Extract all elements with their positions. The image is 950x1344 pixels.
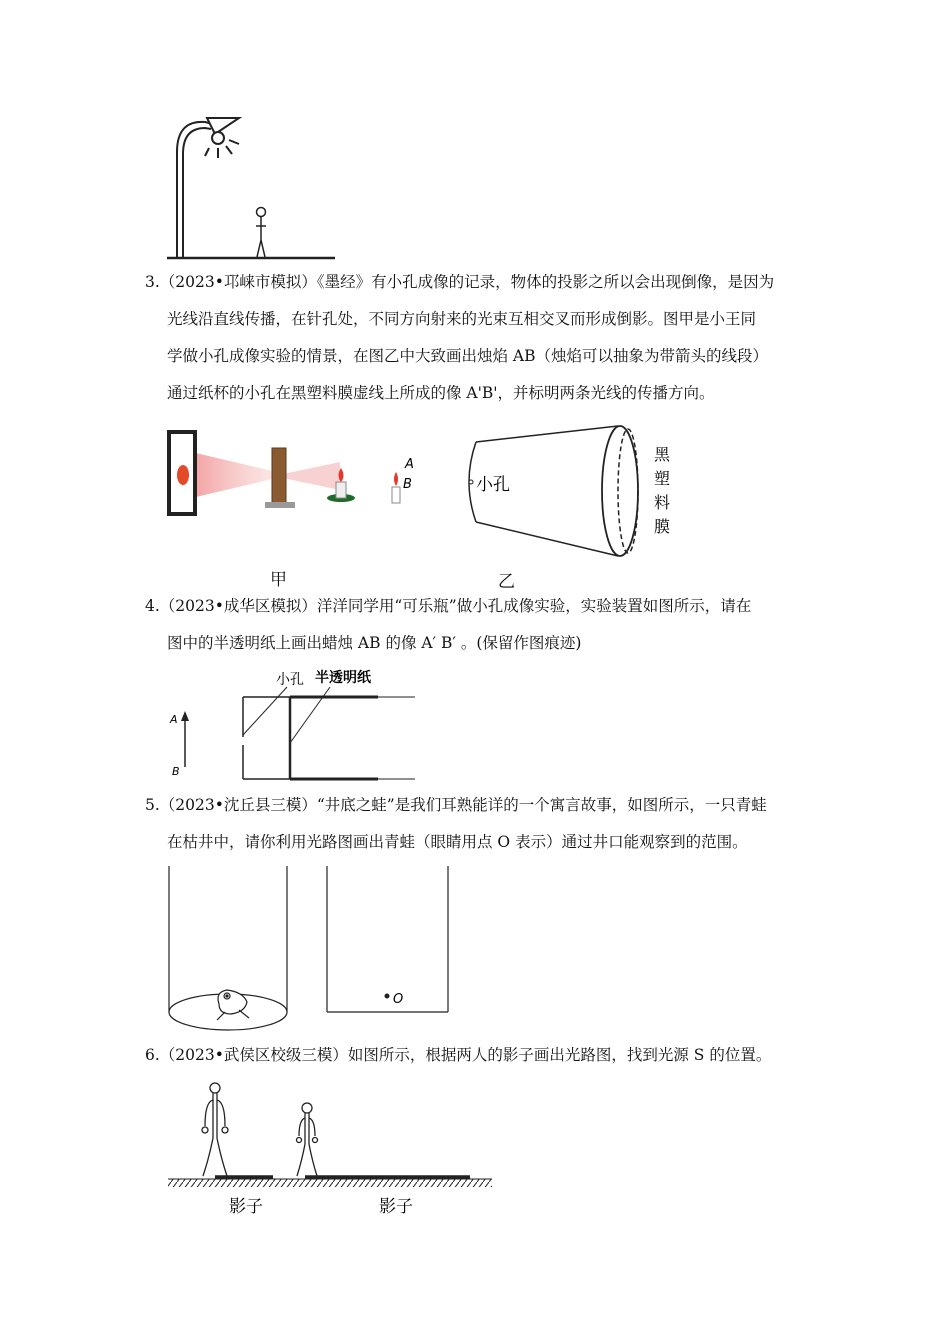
figure-yi-paper-cup xyxy=(462,418,682,563)
question-5-line-1: 5.（2023•沈丘县三模）“井底之蛙”是我们耳熟能详的一个寓言故事，如图所示，一只青蛙 xyxy=(145,796,767,814)
question-4-line-2: 图中的半透明纸上画出蜡烛 AB 的像 A′ B′ 。(保留作图痕迹) xyxy=(167,634,582,652)
film-label-4: 膜 xyxy=(654,517,671,536)
black-film-dashed xyxy=(618,429,638,553)
question-3 xyxy=(145,264,825,412)
film-label-2: 塑 xyxy=(654,469,671,488)
question-4 xyxy=(145,588,825,662)
figure-two-people-shadows xyxy=(165,1078,495,1220)
figure-yi-caption: 乙 xyxy=(498,572,515,592)
question-5-line-2: 在枯井中，请你利用光路图画出青蛙（眼睛用点 O 表示）通过井口能观察到的范围。 xyxy=(167,833,748,851)
pinhole-label: 小孔 xyxy=(276,672,304,688)
figure-frog-in-well xyxy=(165,862,465,1034)
question-6 xyxy=(145,1037,825,1074)
label-a: A xyxy=(405,457,414,472)
question-3-line-3: 学做小孔成像实验的情景，在图乙中大致画出烛焰 AB（烛焰可以抽象为带箭头的线段） xyxy=(167,347,769,365)
film-label-3: 料 xyxy=(654,493,671,512)
board-stand xyxy=(265,502,295,508)
light-beam-left xyxy=(183,450,277,500)
question-3-line-1: 3.（2023•邛崃市模拟）《墨经》有小孔成像的记录，物体的投影之所以会出现倒像，是因为 xyxy=(145,273,775,291)
image-on-screen xyxy=(177,465,189,485)
pinhole-board xyxy=(272,448,286,504)
light-beam-right xyxy=(283,462,340,490)
figure-cola-bottle-pinhole xyxy=(165,665,425,783)
leader-lines xyxy=(243,687,330,743)
streetlight-figure xyxy=(165,112,345,262)
tall-person-icon xyxy=(202,1083,228,1176)
bottle-outline xyxy=(243,697,415,779)
film-label-1: 黑 xyxy=(654,445,671,464)
shadow-label-2: 影子 xyxy=(379,1197,413,1217)
candle-flame-ab-icon xyxy=(392,472,400,503)
figure-jia-caption: 甲 xyxy=(270,570,287,590)
candle-arrow-ab xyxy=(181,711,189,767)
question-3-line-4: 通过纸杯的小孔在黑塑料膜虚线上所成的像 A'B'，并标明两条光线的传播方向。 xyxy=(167,384,715,402)
cup-mouth xyxy=(602,426,638,556)
pinhole-label: 小孔 xyxy=(476,475,510,495)
pinhole-dot xyxy=(469,480,473,484)
well-right-section xyxy=(327,866,448,1012)
label-b: B xyxy=(172,765,180,778)
question-4-line-1: 4.（2023•成华区模拟）洋洋同学用“可乐瓶”做小孔成像实验，实验装置如图所示，请在 xyxy=(145,597,752,615)
question-5 xyxy=(145,787,825,861)
translucent-paper-label: 半透明纸 xyxy=(315,670,371,686)
label-a: A xyxy=(170,713,178,726)
question-6-line-1: 6.（2023•武侯区校级三模）如图所示，根据两人的影子画出光路图，找到光源 S 的位置。 xyxy=(145,1046,772,1064)
lamp-post-icon xyxy=(177,118,239,257)
figure-jia-pinhole-setup xyxy=(165,420,435,525)
label-o: O xyxy=(393,992,404,1007)
eye-point-o xyxy=(385,994,390,999)
ground-hatching xyxy=(168,1179,492,1187)
label-b: B xyxy=(403,477,412,492)
shadow-label-1: 影子 xyxy=(229,1197,263,1217)
question-3-line-2: 光线沿直线传播，在针孔处，不同方向射来的光束互相交叉而形成倒影。图甲是小王同 xyxy=(167,310,757,328)
person-icon xyxy=(256,208,266,258)
short-person-icon xyxy=(297,1103,318,1176)
